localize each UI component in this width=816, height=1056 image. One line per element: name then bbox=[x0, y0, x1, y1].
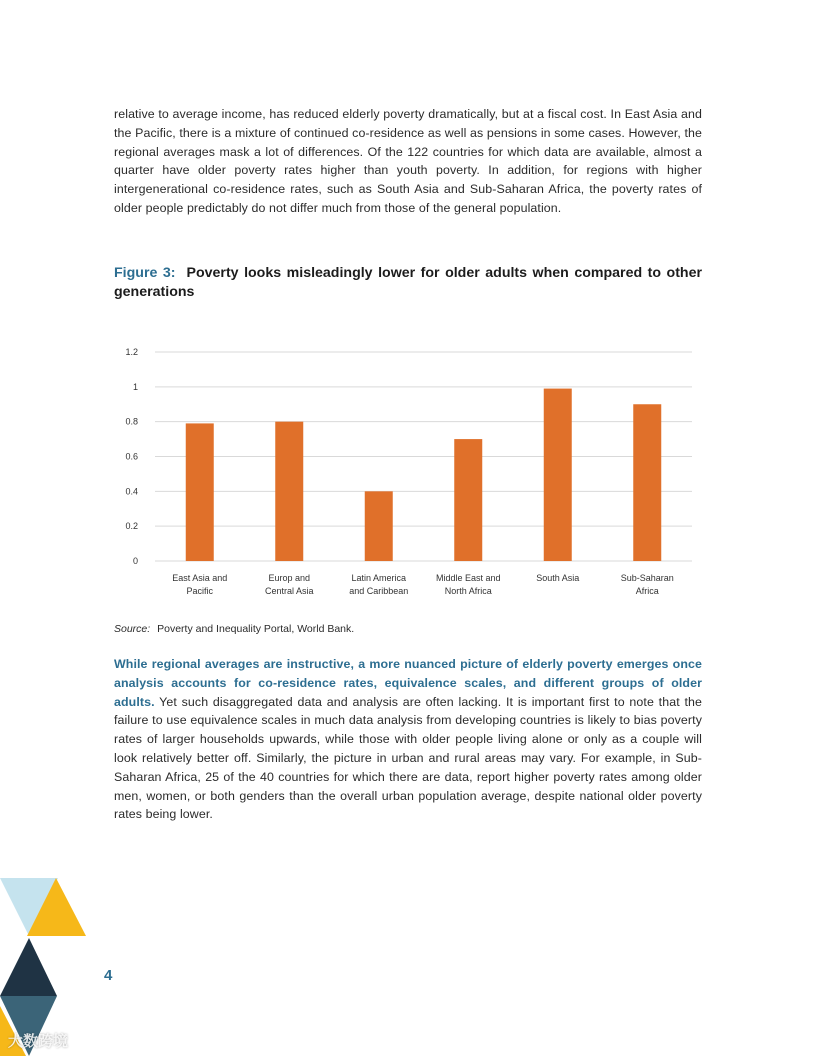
figure-caption bbox=[114, 264, 702, 302]
watermark: 大数跨境 bbox=[8, 1033, 69, 1050]
intro-paragraph: relative to average income, has reduced elderly poverty dramatically, but at a fiscal cost. In East Asia and the Pacific, there is a mixture of continued co-residence as well as pensions in some cases. However, the regional averages mask a lot of differences. Of the 122 countries for which data are available, almost a quarter have older poverty rates higher than youth poverty. In addition, for regions with higher intergenerational co-residence rates, such as South Asia and Sub-Saharan Africa, the poverty rates of older people predictably do not differ much from those of the general population. bbox=[114, 107, 702, 215]
y-tick-label: 0.2 bbox=[125, 521, 138, 532]
x-tick-label: Europ and bbox=[268, 573, 311, 583]
x-tick-label: East Asia and bbox=[172, 573, 228, 583]
y-tick-label: 0 bbox=[132, 556, 138, 566]
figure-title: Poverty looks misleadingly lower for older adults when compared to other generations bbox=[114, 265, 702, 300]
bar bbox=[633, 404, 661, 561]
source-label: Source: bbox=[114, 623, 151, 635]
bar bbox=[186, 423, 214, 561]
y-tick-label: 0.6 bbox=[125, 451, 138, 462]
x-tick-label: North Africa bbox=[444, 586, 492, 596]
bar-chart bbox=[110, 340, 710, 610]
x-tick-label: Latin America bbox=[351, 573, 407, 583]
source-note bbox=[114, 622, 702, 636]
bar bbox=[275, 422, 303, 561]
x-tick-label: South Asia bbox=[536, 573, 580, 583]
source-text: Poverty and Inequality Portal, World Bank. bbox=[157, 623, 355, 635]
bar bbox=[454, 439, 482, 561]
y-tick-label: 0.8 bbox=[125, 416, 138, 427]
y-tick-label: 1 bbox=[132, 381, 138, 392]
x-tick-label: Middle East and bbox=[435, 573, 501, 583]
figure-label: Figure 3: bbox=[114, 265, 176, 281]
bar bbox=[544, 389, 572, 561]
x-tick-label: Pacific bbox=[186, 586, 214, 596]
x-tick-label: Central Asia bbox=[264, 586, 314, 596]
second-paragraph-body: Yet such disaggregated data and analysis are often lacking. It is important first to note that the failure to use equivalence scales in much data analysis from developing countries is likely to bias poverty rates of larger households upwards, while those with older people living alone or only as a couple will look relatively better off. Similarly, the picture in urban and rural areas may vary. For example, in Sub-Saharan Africa, 25 of the 40 countries for which there are data, report higher poverty rates among older men, women, or both genders than the overall urban population average, despite national older poverty rates being lower. bbox=[114, 694, 702, 822]
chart-svg bbox=[110, 340, 710, 610]
y-tick-label: 0.4 bbox=[125, 486, 138, 497]
x-tick-label: Sub-Saharan bbox=[620, 573, 674, 583]
navy-triangle bbox=[0, 938, 57, 996]
x-tick-label: Africa bbox=[635, 586, 659, 596]
page-number: 4 bbox=[104, 967, 113, 984]
x-tick-label: and Caribbean bbox=[349, 586, 409, 596]
second-paragraph-lead: While regional averages are instructive, a more nuanced picture of elderly poverty emerges once analysis accounts for co-residence rates, equivalence scales, and different groups of older adults. bbox=[114, 657, 702, 709]
second-paragraph bbox=[114, 655, 702, 824]
bar bbox=[365, 491, 393, 561]
y-tick-label: 1.2 bbox=[125, 347, 138, 357]
